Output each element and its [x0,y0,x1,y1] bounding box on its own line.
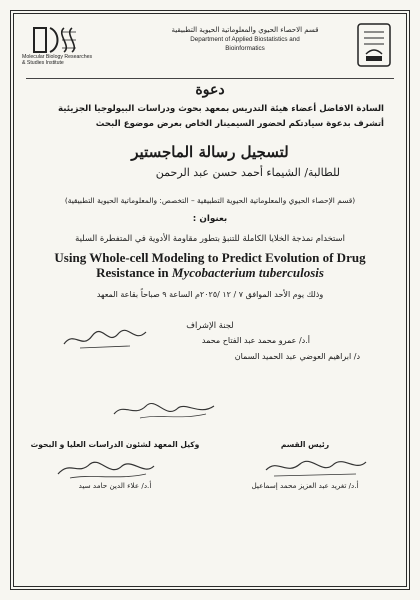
signature-vice-dean-icon [50,454,160,482]
department-name-ar: قسم الاحصاء الحيوي والمعلوماتية الحيوية التطبيقية [171,26,319,34]
department-specialization: (قسم الإحصاء الحيوي والمعلوماتية الحيوية التطبيقية – التخصص: والمعلوماتية الحيوية التطبيقية) [64,196,356,205]
entitled-label: بعنوان : [192,214,228,224]
supervision-committee-label: لجنة الإشراف [186,320,234,330]
invitation-line: أتشرف بدعوة سيادتكم لحضور السيمينار الخاص بعرض موضوع البحث [95,119,384,129]
letterhead [22,18,398,74]
vice-dean-role-label: وكيل المعهد لشئون الدراسات العليا و البحوث [30,440,200,449]
signature-member-1-icon [60,326,150,352]
department-name-en-1: Department of Applied Biostatistics and [190,36,300,43]
student-name: للطالبة/ الشيماء أحمد حسن عبد الرحمن [155,166,340,179]
invitation-title: دعوة [195,82,225,98]
signature-head-icon [260,452,370,480]
thesis-title-ar: استخدام نمذجة الخلايا الكاملة للتنبؤ بتطور مقاومة الأدوية في المتفطرة السلية [75,233,345,243]
header-divider [26,78,394,79]
committee-member-1: أ.د/ عمرو محمد عبد الفتاح محمد [201,336,310,345]
institute-name-en: Molecular Biology Researches & Studies Institute [22,54,93,66]
thesis-title-en-main: Using Whole-cell Modeling to Predict Evolution of Drug Resistance in [54,250,366,280]
head-name: أ.د/ تغريد عبد العزيز محمد إسماعيل [251,481,359,490]
committee-member-2: د/ ابراهيم العوضي عبد الحميد السمان [234,352,360,361]
signature-member-2-icon [110,398,220,422]
seminar-heading: لتسجيل رسالة الماجستير [131,143,289,161]
thesis-title-en-species: Mycobacterium tuberculosis [171,265,324,280]
head-role-label: رئيس القسم [280,440,330,449]
thesis-title-en [30,250,390,280]
university-logo-icon [354,20,394,70]
salutation-line: السادة الافاضل أعضاء هيئة التدريس بمعهد بحوث ودراسات البيولوجيا الجزيئية [58,104,384,114]
vice-dean-name: أ.د/ علاء الدين حامد سيد [78,481,152,490]
department-heading [160,26,330,52]
date-time-line: وذلك يوم الأحد الموافق ٧ / ١٢ /٢٠٢٥م الساعة ٩ صباحاً بقاعة المعهد [96,290,324,299]
department-name-en-2: Bioinformatics [225,44,265,52]
